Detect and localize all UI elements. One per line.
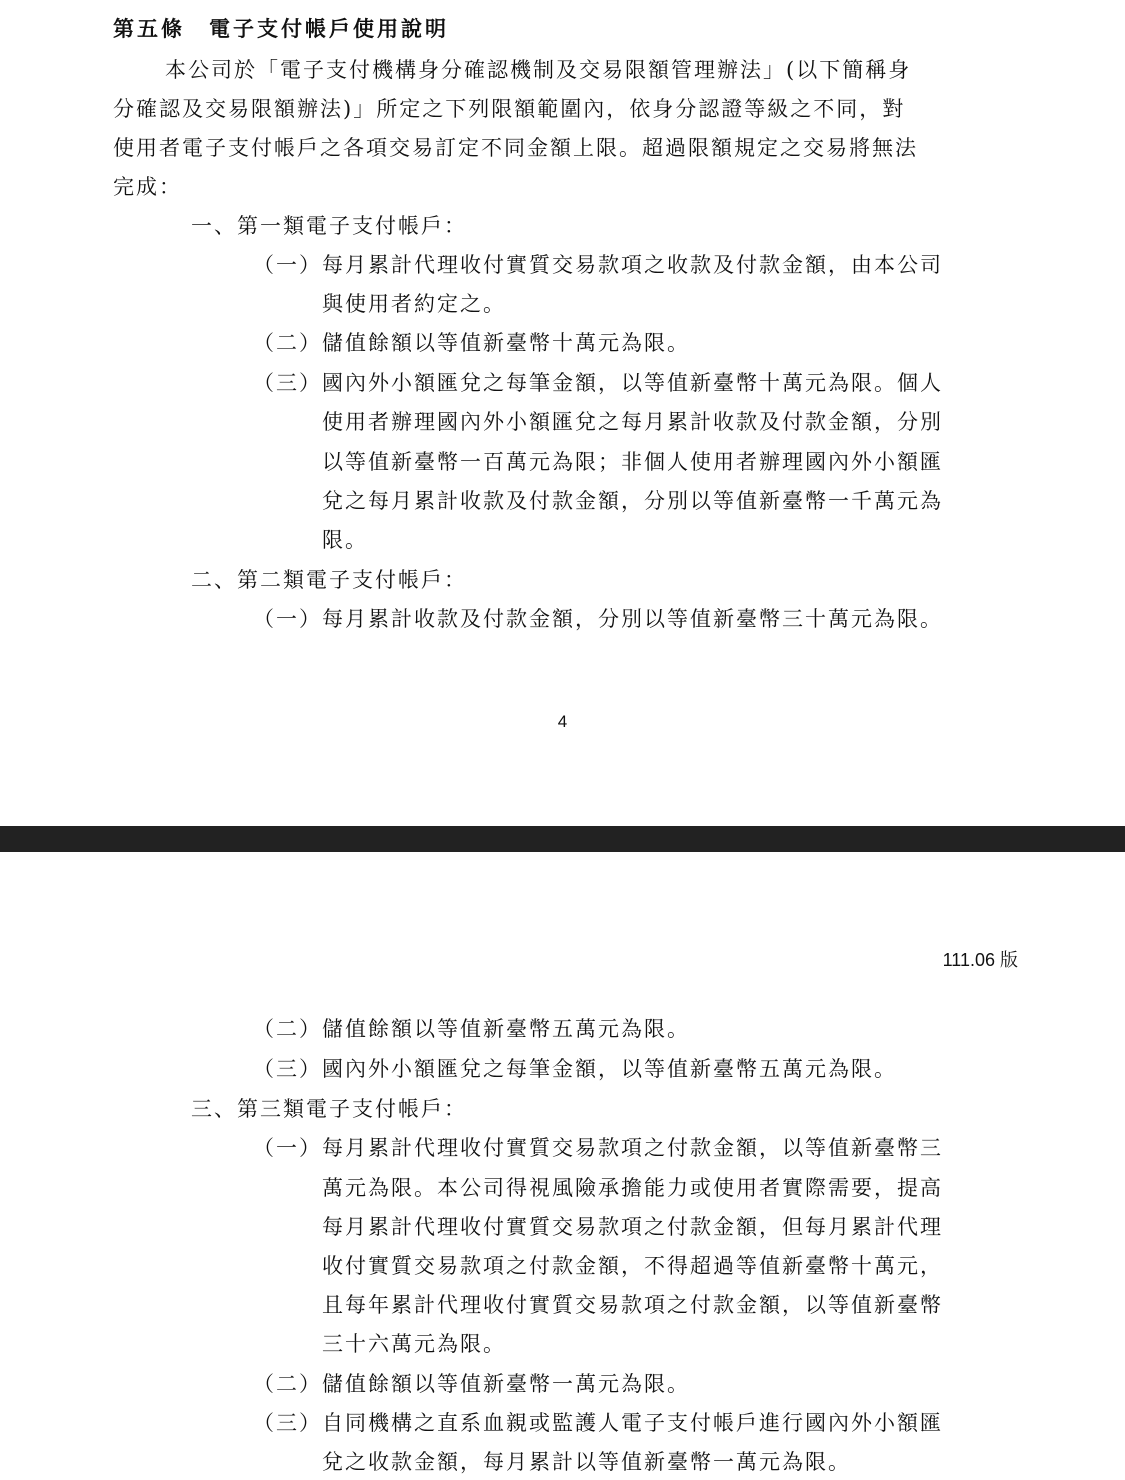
category-3-item-3-cont: 兌之收款金額，每月累計以等值新臺幣一萬元為限。 [322, 1450, 851, 1474]
category-1-item-2: （二）儲值餘額以等值新臺幣十萬元為限。 [253, 331, 690, 355]
article-heading: 第五條 電子支付帳戶使用說明 [113, 16, 449, 41]
category-3-title: 三、第三類電子支付帳戶： [191, 1097, 467, 1121]
category-3-item-1-cont: 萬元為限。本公司得視風險承擔能力或使用者實際需要，提高 [322, 1176, 943, 1200]
category-1-item-3-cont: 限。 [322, 528, 368, 552]
category-1-item-3-cont: 以等值新臺幣一百萬元為限；非個人使用者辦理國內外小額匯 [322, 450, 943, 474]
category-2-title: 二、第二類電子支付帳戶： [191, 568, 467, 592]
category-1-item-1-cont: 與使用者約定之。 [322, 292, 506, 316]
category-2-item-2: （二）儲值餘額以等值新臺幣五萬元為限。 [253, 1017, 690, 1041]
category-2-item-1: （一）每月累計收款及付款金額，分別以等值新臺幣三十萬元為限。 [253, 607, 943, 631]
category-3-item-2: （二）儲值餘額以等值新臺幣一萬元為限。 [253, 1372, 690, 1396]
category-2-item-3: （三）國內外小額匯兌之每筆金額，以等值新臺幣五萬元為限。 [253, 1057, 897, 1081]
category-1-item-3: （三）國內外小額匯兌之每筆金額，以等值新臺幣十萬元為限。個人 [253, 371, 943, 395]
intro-line: 完成： [113, 175, 182, 199]
page-number: 4 [557, 712, 568, 731]
category-3-item-1: （一）每月累計代理收付實質交易款項之付款金額，以等值新臺幣三 [253, 1136, 943, 1160]
category-1-item-3-cont: 兌之每月累計收款及付款金額，分別以等值新臺幣一千萬元為 [322, 489, 943, 513]
version-label: 111.06 版 [942, 950, 1018, 970]
category-1-item-1: （一）每月累計代理收付實質交易款項之收款及付款金額，由本公司 [253, 253, 943, 277]
category-3-item-3: （三）自同機構之直系血親或監護人電子支付帳戶進行國內外小額匯 [253, 1411, 943, 1435]
page-separator [0, 826, 1125, 852]
category-3-item-1-cont: 且每年累計代理收付實質交易款項之付款金額，以等值新臺幣 [322, 1293, 943, 1317]
category-3-item-1-cont: 三十六萬元為限。 [322, 1332, 506, 1356]
intro-line: 分確認及交易限額辦法)」所定之下列限額範圍內，依身分認證等級之不同，對 [113, 97, 906, 121]
category-1-item-3-cont: 使用者辦理國內外小額匯兌之每月累計收款及付款金額，分別 [322, 410, 943, 434]
category-3-item-1-cont: 每月累計代理收付實質交易款項之付款金額，但每月累計代理 [322, 1215, 943, 1239]
category-3-item-1-cont: 收付實質交易款項之付款金額，不得超過等值新臺幣十萬元， [322, 1254, 943, 1278]
category-1-title: 一、第一類電子支付帳戶： [191, 214, 467, 238]
intro-line: 使用者電子支付帳戶之各項交易訂定不同金額上限。超過限額規定之交易將無法 [113, 136, 918, 160]
intro-line: 本公司於「電子支付機構身分確認機制及交易限額管理辦法」(以下簡稱身 [165, 58, 912, 82]
